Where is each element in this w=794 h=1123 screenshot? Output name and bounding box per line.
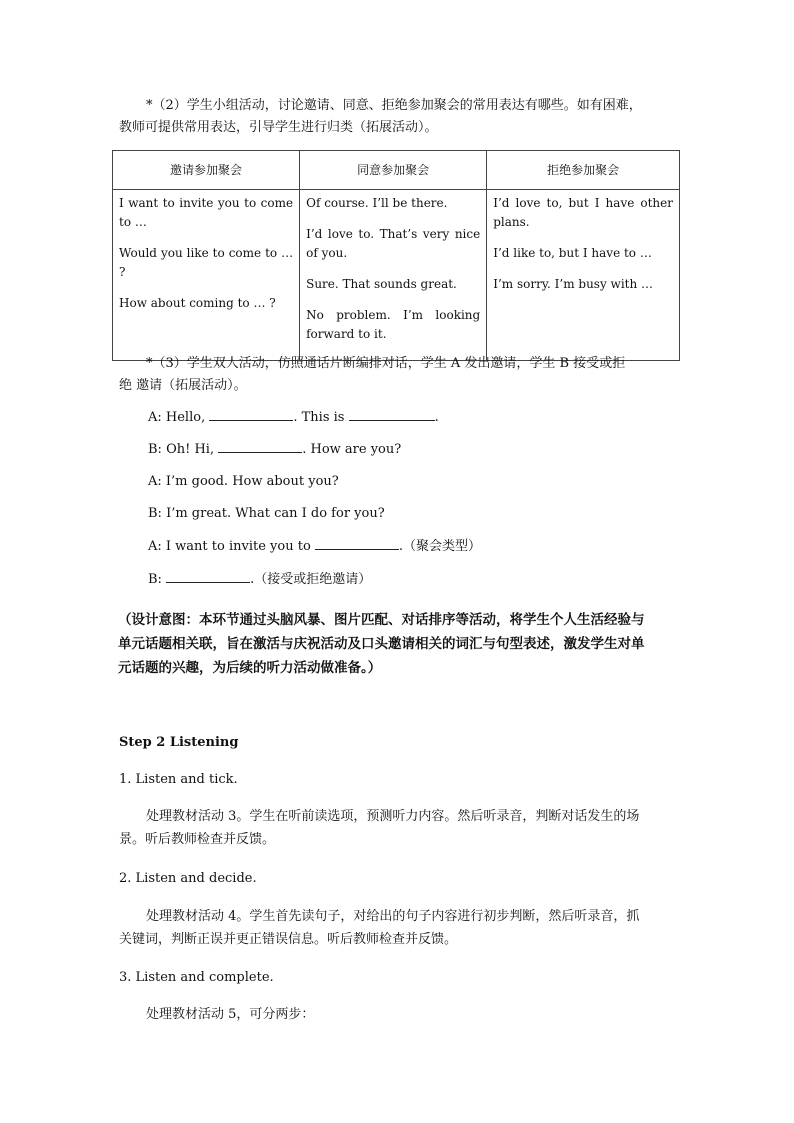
decline-expression: I’m sorry. I’m busy with …	[493, 277, 654, 291]
dialogue-text: .（接受或拒绝邀请）	[250, 572, 372, 587]
dialogue-text: . How are you?	[302, 442, 402, 457]
decline-expression: I’d like to, but I have to …	[493, 246, 652, 260]
decline-cell	[487, 190, 680, 361]
invite-cell	[113, 190, 300, 361]
step2-item-2-title: 2. Listen and decide.	[119, 871, 257, 886]
design-intent-line-2: 单元话题相关联，旨在激活与庆祝活动及口头邀请相关的词汇与句型表述，激发学生对单	[118, 636, 645, 652]
design-intent-line-3: 元话题的兴趣，为后续的听力活动做准备。）	[118, 660, 382, 676]
accept-expression: Sure. That sounds great.	[306, 277, 457, 291]
intro-line-2: 教师可提供常用表达，引导学生进行归类（拓展活动）。	[119, 120, 438, 135]
dialogue-line-3: A: I’m good. How about you?	[148, 474, 339, 489]
answer-blank[interactable]	[166, 568, 250, 583]
dialogue-line-1	[148, 406, 439, 430]
invite-expression: Would you like to come to … ?	[119, 246, 294, 279]
decline-expression: I’d love to, but I have other plans.	[493, 196, 673, 229]
accept-expression: No problem. I’m looking forward to it.	[306, 308, 481, 341]
dialogue-line-4: B: I’m great. What can I do for you?	[148, 506, 385, 521]
table-row	[113, 190, 680, 361]
accept-expression: I’d love to. That’s very nice of you.	[306, 227, 481, 260]
invite-expression: How about coming to … ?	[119, 296, 276, 310]
dialogue-line-5	[148, 535, 481, 559]
step2-item-3-title: 3. Listen and complete.	[119, 970, 274, 985]
header-decline: 拒绝参加聚会	[487, 151, 680, 190]
header-invite: 邀请参加聚会	[113, 151, 300, 190]
answer-blank[interactable]	[315, 535, 399, 550]
dialogue-text: B: Oh! Hi,	[148, 442, 215, 457]
answer-blank[interactable]	[209, 406, 293, 421]
dialogue-text: . This is	[293, 410, 345, 425]
dialogue-text: A: Hello,	[148, 410, 206, 425]
task3-line-2: 绝 邀请（拓展活动）。	[119, 378, 247, 393]
step2-item-1-line-2: 景。听后教师检查并反馈。	[119, 832, 276, 847]
header-accept: 同意参加聚会	[300, 151, 487, 190]
step2-item-3-line-1: 处理教材活动 5，可分两步：	[146, 1007, 315, 1022]
step2-item-1-title: 1. Listen and tick.	[119, 772, 238, 787]
dialogue-text: A: I want to invite you to	[148, 539, 311, 554]
step2-item-1-line-1: 处理教材活动 3。学生在听前读选项，预测听力内容。然后听录音，判断对话发生的场	[146, 809, 640, 824]
answer-blank[interactable]	[349, 406, 435, 421]
accept-cell	[300, 190, 487, 361]
step2-item-2-line-2: 关键词，判断正误并更正错误信息。听后教师检查并反馈。	[119, 932, 458, 947]
dialogue-line-6	[148, 568, 371, 592]
table-header-row	[113, 151, 680, 190]
dialogue-text: .	[434, 410, 439, 425]
answer-blank[interactable]	[218, 438, 302, 453]
design-intent-line-1: （设计意图：本环节通过头脑风暴、图片匹配、对话排序等活动，将学生个人生活经验与	[118, 612, 645, 628]
expressions-table	[112, 150, 680, 361]
invite-expression: I want to invite you to come to …	[119, 196, 294, 229]
task3-line-1: *（3）学生双人活动，仿照通话片断编排对话，学生 A 发出邀请，学生 B 接受或拒	[146, 356, 626, 371]
dialogue-line-2	[148, 438, 401, 462]
step2-item-2-line-1: 处理教材活动 4。学生首先读句子，对给出的句子内容进行初步判断，然后听录音，抓	[146, 909, 640, 924]
intro-line-1: *（2）学生小组活动，讨论邀请、同意、拒绝参加聚会的常用表达有哪些。如有困难，	[146, 98, 642, 113]
accept-expression: Of course. I’ll be there.	[306, 196, 448, 210]
dialogue-text: B:	[148, 572, 162, 587]
dialogue-text: .（聚会类型）	[398, 539, 482, 554]
step2-heading: Step 2 Listening	[119, 735, 239, 750]
